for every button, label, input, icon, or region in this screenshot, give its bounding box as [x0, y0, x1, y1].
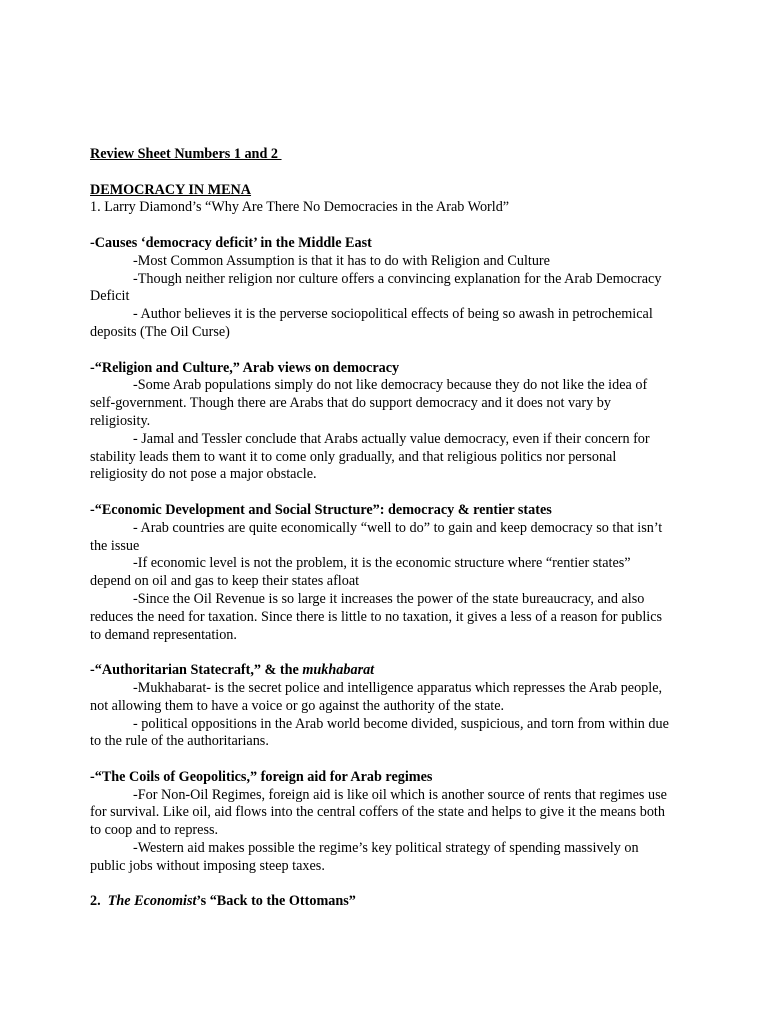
section-4-heading-term: mukhabarat: [302, 662, 375, 679]
section-5-heading: -“The Coils of Geopolitics,” foreign aid for Arab regimes: [90, 768, 433, 785]
section-3-heading: -“Economic Development and Social Structure”: democracy & rentier states: [90, 501, 552, 518]
section-1-paragraph: - Author believes it is the perverse sociopolitical effects of being so awash in petrochemical deposits (The Oil Curse): [90, 306, 653, 340]
section-5-paragraph: -Western aid makes possible the regime’s key political strategy of spending massively on public jobs without imposing steep taxes.: [90, 840, 639, 874]
section-1-heading: -Causes ‘democracy deficit’ in the Middle East: [90, 234, 372, 251]
item-2-publication: The Economist: [107, 893, 197, 910]
item-2-number: 2.: [90, 893, 108, 910]
item-1-title: 1. Larry Diamond’s “Why Are There No Democracies in the Arab World”: [90, 199, 510, 216]
section-5-paragraph: -For Non-Oil Regimes, foreign aid is like oil which is another source of rents that regimes use for survival. Like oil, aid flows into the central coffers of the state and helps to give it the means both to coop and to repress.: [90, 786, 667, 839]
section-3-paragraph: -If economic level is not the problem, it is the economic structure where “rentier states” depend on oil and gas to keep their states afloat: [90, 555, 631, 590]
document-page: [90, 146, 670, 911]
section-2-paragraph: - Jamal and Tessler conclude that Arabs actually value democracy, even if their concern for stability leads them to want it to come only gradually, and that religious politics nor personal religiosity do not pose a major obstacle.: [90, 430, 650, 483]
section-3-paragraph: -Since the Oil Revenue is so large it increases the power of the state bureaucracy, and also reduces the need for taxation. Since there is little to no taxation, it gives a less of a reason for publics to demand representation.: [90, 590, 663, 643]
section-4-heading: [90, 662, 670, 680]
section-4-paragraph: - political oppositions in the Arab world become divided, suspicious, and torn from within due to the rule of the authoritarians.: [90, 715, 669, 750]
section-4-heading-text: -“Authoritarian Statecraft,” & the: [90, 662, 303, 679]
item-2-article: ’s “Back to the Ottomans”: [196, 893, 356, 910]
section-2-paragraph: -Some Arab populations simply do not like democracy because they do not like the idea of self-government. Though there are Arabs that do support democracy and it does not vary by religiosity.: [90, 377, 648, 429]
item-2-title: [90, 893, 670, 911]
section-3-paragraph: - Arab countries are quite economically “well to do” to gain and keep democracy so that isn’t the issue: [90, 519, 663, 554]
section-1-paragraph: -Most Common Assumption is that it has to do with Religion and Culture: [133, 252, 550, 269]
section-2-heading: -“Religion and Culture,” Arab views on democracy: [90, 359, 400, 376]
section-4-paragraph: -Mukhabarat- is the secret police and intelligence apparatus which represses the Arab people, not allowing them to have a voice or go against the authority of the state.: [90, 679, 663, 714]
section-title: DEMOCRACY IN MENA: [90, 181, 252, 198]
section-1-paragraph: -Though neither religion nor culture offers a convincing explanation for the Arab Democracy Deficit: [90, 270, 662, 305]
document-title: Review Sheet Numbers 1 and 2: [90, 146, 282, 162]
